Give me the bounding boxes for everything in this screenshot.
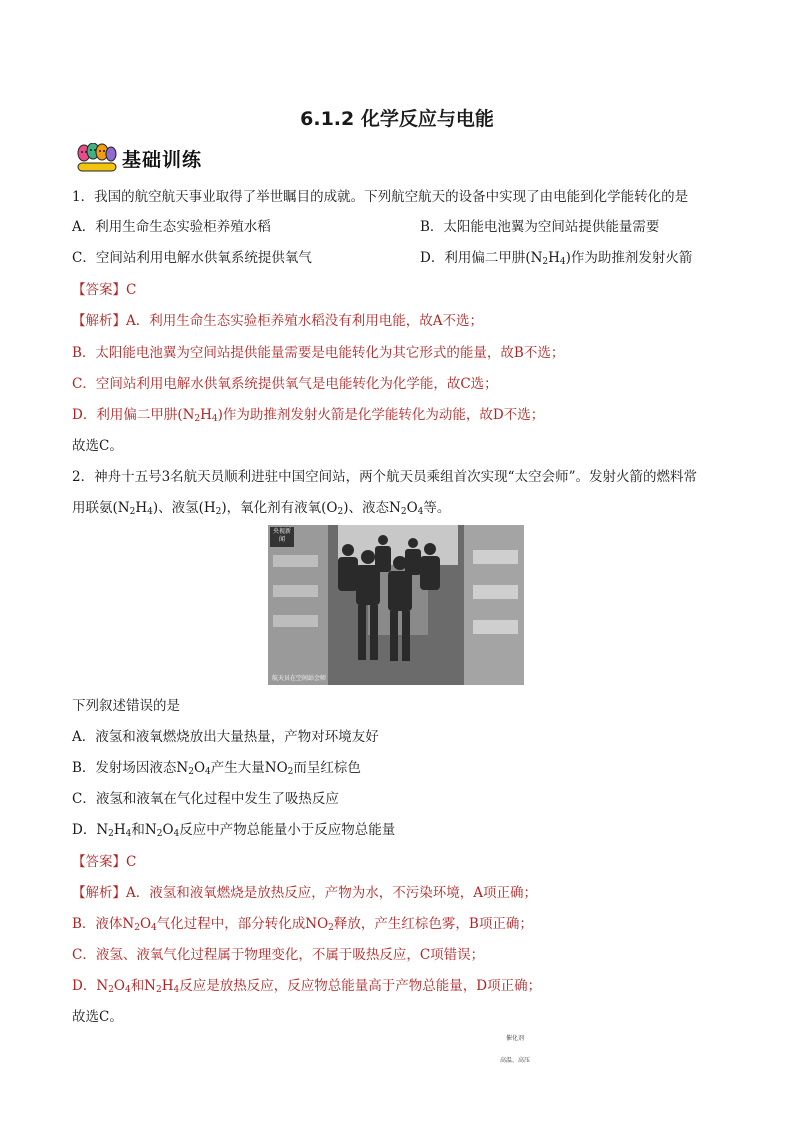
photo-logo: 央视新闻 xyxy=(272,528,291,543)
answer-value: C xyxy=(126,854,137,870)
q1-option-a: A．利用生命生态实验柜养殖水稻 xyxy=(72,219,271,235)
q1-answer xyxy=(72,281,136,299)
q1-analysis-a: 【解析】A．利用生命生态实验柜养殖水稻没有利用电能，故A不选； xyxy=(72,313,483,329)
footnote-catalyst: 催化剂 xyxy=(506,1035,525,1042)
q2-answer xyxy=(72,853,136,871)
q1-options-cd xyxy=(72,249,722,267)
q2-option-b: B．发射场因液态$N_2O_4$产生大量$NO_2$而呈红棕色 xyxy=(72,760,361,777)
q2-conclusion: 故选C。 xyxy=(72,1009,123,1025)
astronauts-image xyxy=(268,525,524,685)
q1-option-d: D．利用偏二甲肼$(N_2H_4)$作为助推剂发射火箭 xyxy=(420,250,693,267)
q1-option-b: B．太阳能电池翼为空间站提供能量需要 xyxy=(420,219,660,235)
footnote-conditions: 高温、高压 xyxy=(500,1057,531,1064)
analysis-tag: 【解析】 xyxy=(72,313,126,329)
q1-analysis-b: B．太阳能电池翼为空间站提供能量需要是电能转化为其它形式的能量，故B不选； xyxy=(72,345,565,361)
answer-value: C xyxy=(126,282,137,298)
q1-options-ab xyxy=(72,218,722,236)
q2-option-a: A．液氢和液氧燃烧放出大量热量，产物对环境友好 xyxy=(72,729,379,745)
answer-tag: 【答案】 xyxy=(72,282,126,298)
pencils-icon xyxy=(76,143,118,173)
q2-analysis-c: C．液氢、液氧气化过程属于物理变化，不属于吸热反应，C项错误； xyxy=(72,947,485,963)
analysis-tag: 【解析】 xyxy=(72,885,126,901)
q1-analysis-c: C．空间站利用电解水供氧系统提供氧气是电能转化为化学能，故C选； xyxy=(72,376,498,392)
page-title: 6.1.2 化学反应与电能 xyxy=(300,108,494,130)
q1-stem: 1．我国的航空航天事业取得了举世瞩目的成就。下列航空航天的设备中实现了由电能到化学能转化的是 xyxy=(72,189,689,205)
q2-analysis-a: 【解析】A．液氢和液氧燃烧是放热反应，产物为水，不污染环境，A项正确； xyxy=(72,885,537,901)
q2-option-d: D．$N_2H_4$和$N_2O_4$反应中产物总能量小于反应物总能量 xyxy=(72,822,396,839)
q2-analysis-d: D．$N_2O_4$和$N_2H_4$反应是放热反应，反应物总能量高于产物总能量，D项正确； xyxy=(72,978,542,995)
space-station-photo xyxy=(268,525,524,685)
q2-stem-line2: 用联氨$(N_2H_4)$、液氢$(H_2)$，氧化剂有液氧$(O_2)$、液态$N_2O_4$等。 xyxy=(72,500,451,517)
q1-option-c: C．空间站利用电解水供氧系统提供氧气 xyxy=(72,250,312,266)
q2-option-c: C．液氢和液氧在气化过程中发生了吸热反应 xyxy=(72,791,339,807)
section-label: 基础训练 xyxy=(122,148,203,171)
q2-prompt: 下列叙述错误的是 xyxy=(72,698,180,714)
q1-conclusion: 故选C。 xyxy=(72,438,123,454)
section-banner xyxy=(76,142,202,174)
q2-stem-line1: 2．神舟十五号3名航天员顺利进驻中国空间站，两个航天员乘组首次实现“太空会师”。发射火箭的燃料常 xyxy=(72,469,697,485)
q1-analysis-d: D．利用偏二甲肼$(N_2H_4)$作为助推剂发射火箭是化学能转化为动能，故D不选； xyxy=(72,407,545,424)
photo-caption: 航天员在空间站会师 xyxy=(272,675,327,682)
answer-tag: 【答案】 xyxy=(72,854,126,870)
q2-analysis-b: B．液体$N_2O_4$气化过程中，部分转化成$NO_2$释放，产生红棕色雾，B项正确； xyxy=(72,916,533,933)
